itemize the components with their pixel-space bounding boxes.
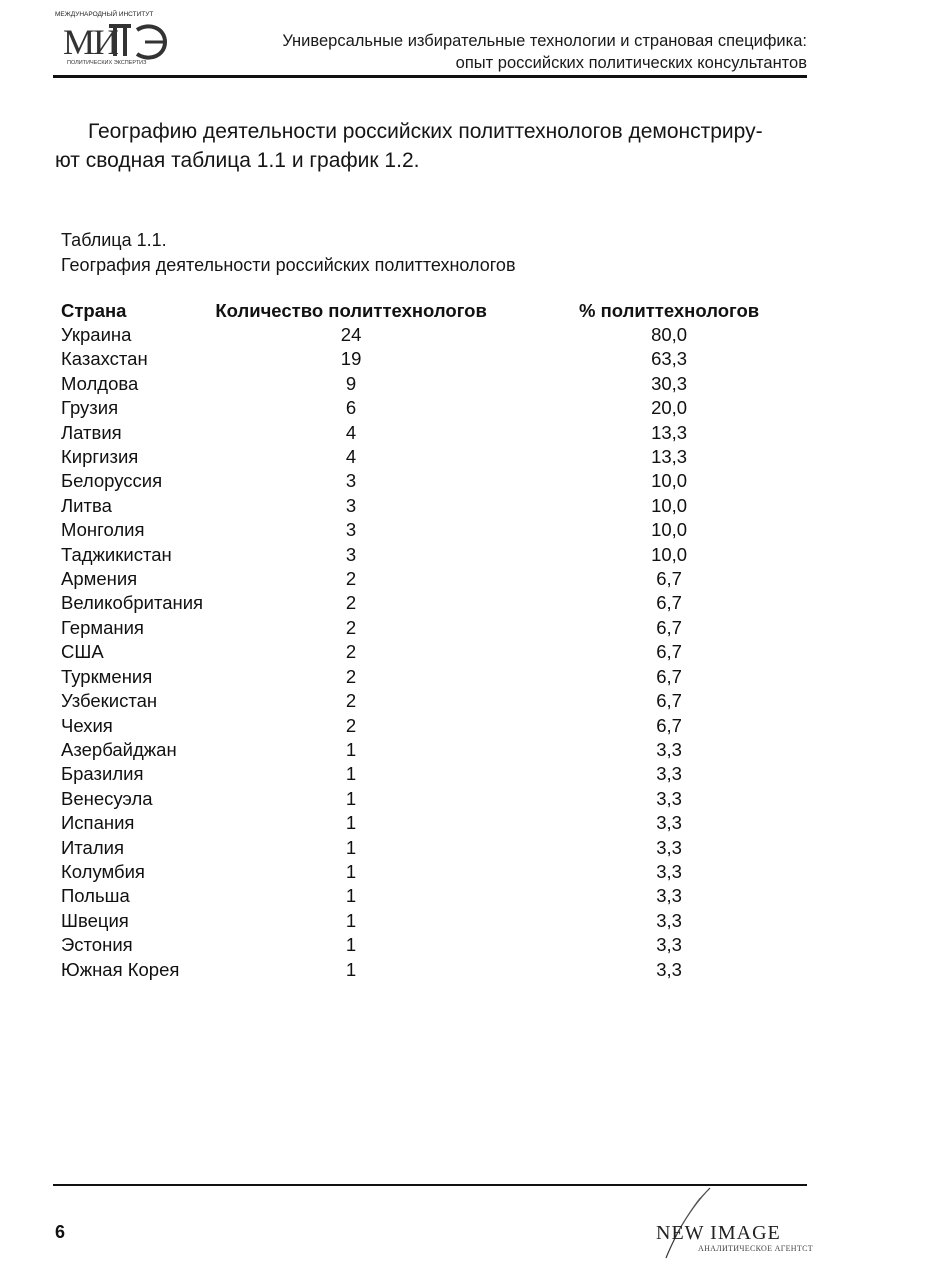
table-row	[61, 714, 839, 738]
cell-percent: 20,0	[651, 397, 688, 419]
cell-country: США	[61, 641, 104, 663]
table-row	[61, 591, 839, 615]
cell-country: Швеция	[61, 909, 129, 931]
cell-country: Чехия	[61, 714, 113, 736]
cell-country: Венесуэла	[61, 787, 153, 809]
table-row	[61, 958, 839, 982]
cell-country: Польша	[61, 885, 130, 907]
cell-count: 3	[345, 470, 357, 492]
cell-country: Латвия	[61, 421, 122, 443]
table-row	[61, 738, 839, 762]
cell-country: Испания	[61, 812, 135, 834]
table-row	[61, 640, 839, 664]
cell-percent: 10,0	[651, 494, 688, 516]
cell-country: Бразилия	[61, 763, 144, 785]
cell-percent: 6,7	[656, 690, 682, 712]
intro-paragraph	[55, 117, 805, 175]
cell-percent: 6,7	[656, 592, 682, 614]
header-title-line2: опыт российских политических консультантов	[455, 54, 807, 72]
cell-count: 1	[345, 787, 357, 809]
cell-count: 9	[345, 372, 357, 394]
table-caption	[61, 228, 516, 278]
cell-country: Италия	[61, 836, 124, 858]
cell-count: 2	[345, 592, 357, 614]
column-header-count: Количество политтехнологов	[215, 300, 487, 321]
cell-count: 3	[345, 494, 357, 516]
cell-percent: 6,7	[656, 616, 682, 638]
cell-percent: 10,0	[651, 543, 688, 565]
table-row	[61, 860, 839, 884]
brand-tagline: АНАЛИТИЧЕСКОЕ АГЕНТСТ	[698, 1244, 813, 1253]
cell-percent: 3,3	[656, 958, 682, 980]
cell-count: 1	[345, 934, 357, 956]
cell-country: Узбекистан	[61, 690, 158, 712]
header-title	[282, 30, 807, 74]
svg-text:МИ: МИ	[63, 22, 118, 62]
cell-percent: 6,7	[656, 665, 682, 687]
cell-country: Колумбия	[61, 860, 145, 882]
cell-count: 1	[345, 812, 357, 834]
cell-count: 2	[345, 665, 357, 687]
table-row	[61, 396, 839, 420]
cell-percent: 3,3	[656, 738, 682, 760]
cell-count: 3	[345, 519, 357, 541]
page-header	[53, 8, 807, 76]
cell-count: 4	[345, 421, 357, 443]
table-row	[61, 616, 839, 640]
cell-count: 19	[340, 348, 362, 370]
cell-percent: 13,3	[651, 446, 688, 468]
header-title-line1: Универсальные избирательные технологии и страновая специфика:	[282, 32, 807, 50]
cell-percent: 30,3	[651, 372, 688, 394]
cell-count: 6	[345, 397, 357, 419]
column-header-country: Страна	[61, 300, 127, 321]
cell-percent: 6,7	[656, 714, 682, 736]
cell-country: Украина	[61, 324, 132, 345]
table-row	[61, 421, 839, 445]
cell-count: 1	[345, 738, 357, 760]
cell-count: 1	[345, 836, 357, 858]
cell-count: 3	[345, 543, 357, 565]
table-row	[61, 372, 839, 396]
intro-line2: ют сводная таблица 1.1 и график 1.2.	[55, 149, 420, 172]
table-row	[61, 567, 839, 591]
cell-country: Киргизия	[61, 446, 139, 468]
table-header-row	[61, 298, 839, 323]
mipe-logo	[53, 8, 173, 74]
cell-country: Армения	[61, 568, 138, 590]
table-row	[61, 469, 839, 493]
header-divider	[53, 75, 807, 78]
cell-percent: 10,0	[651, 470, 688, 492]
cell-percent: 3,3	[656, 812, 682, 834]
table-row	[61, 518, 839, 542]
cell-count: 2	[345, 714, 357, 736]
cell-percent: 13,3	[651, 421, 688, 443]
cell-percent: 6,7	[656, 568, 682, 590]
cell-percent: 80,0	[651, 324, 688, 345]
column-header-percent: % политтехнологов	[579, 300, 760, 321]
cell-percent: 3,3	[656, 860, 682, 882]
table-row	[61, 689, 839, 713]
cell-country: Туркмения	[61, 665, 153, 687]
svg-text:ПОЛИТИЧЕСКИХ ЭКСПЕРТИЗ: ПОЛИТИЧЕСКИХ ЭКСПЕРТИЗ	[67, 60, 147, 66]
table-row	[61, 909, 839, 933]
cell-country: Южная Корея	[61, 958, 180, 980]
table-row	[61, 787, 839, 811]
intro-line1: Географию деятельности российских политтехнологов демонстриру-	[88, 120, 763, 143]
cell-count: 1	[345, 885, 357, 907]
cell-count: 2	[345, 690, 357, 712]
table-title: География деятельности российских политтехнологов	[61, 255, 516, 275]
cell-percent: 3,3	[656, 909, 682, 931]
cell-percent: 3,3	[656, 763, 682, 785]
page-number: 6	[55, 1222, 66, 1242]
cell-count: 24	[340, 324, 362, 345]
cell-country: Молдова	[61, 372, 139, 394]
cell-percent: 3,3	[656, 836, 682, 858]
cell-count: 2	[345, 568, 357, 590]
svg-text:МЕЖДУНАРОДНЫЙ ИНСТИТУТ: МЕЖДУНАРОДНЫЙ ИНСТИТУТ	[55, 11, 154, 18]
cell-country: Эстония	[61, 934, 133, 956]
cell-count: 1	[345, 909, 357, 931]
brand-name: NEW IMAGE	[656, 1222, 781, 1244]
cell-percent: 3,3	[656, 934, 682, 956]
new-image-logo	[648, 1186, 813, 1266]
cell-country: Великобритания	[61, 592, 204, 614]
cell-country: Белоруссия	[61, 470, 163, 492]
table-number: Таблица 1.1.	[61, 230, 167, 250]
cell-count: 1	[345, 958, 357, 980]
cell-count: 1	[345, 763, 357, 785]
cell-percent: 3,3	[656, 885, 682, 907]
cell-country: Германия	[61, 616, 144, 638]
cell-percent: 10,0	[651, 519, 688, 541]
table-row	[61, 494, 839, 518]
cell-percent: 3,3	[656, 787, 682, 809]
table-body	[61, 323, 839, 982]
table-row	[61, 665, 839, 689]
cell-percent: 6,7	[656, 641, 682, 663]
cell-country: Монголия	[61, 519, 145, 541]
cell-count: 2	[345, 616, 357, 638]
table-row	[61, 884, 839, 908]
table-row	[61, 811, 839, 835]
cell-country: Литва	[61, 494, 112, 516]
cell-percent: 63,3	[651, 348, 688, 370]
table-row	[61, 933, 839, 957]
table-row	[61, 323, 839, 347]
table-row	[61, 445, 839, 469]
cell-country: Казахстан	[61, 348, 148, 370]
table-row	[61, 836, 839, 860]
cell-count: 4	[345, 446, 357, 468]
table-row	[61, 347, 839, 371]
cell-country: Грузия	[61, 397, 119, 419]
geography-table	[61, 298, 839, 982]
cell-count: 2	[345, 641, 357, 663]
cell-count: 1	[345, 860, 357, 882]
table-row	[61, 762, 839, 786]
table-row	[61, 543, 839, 567]
cell-country: Таджикистан	[61, 543, 172, 565]
cell-country: Азербайджан	[61, 738, 177, 760]
